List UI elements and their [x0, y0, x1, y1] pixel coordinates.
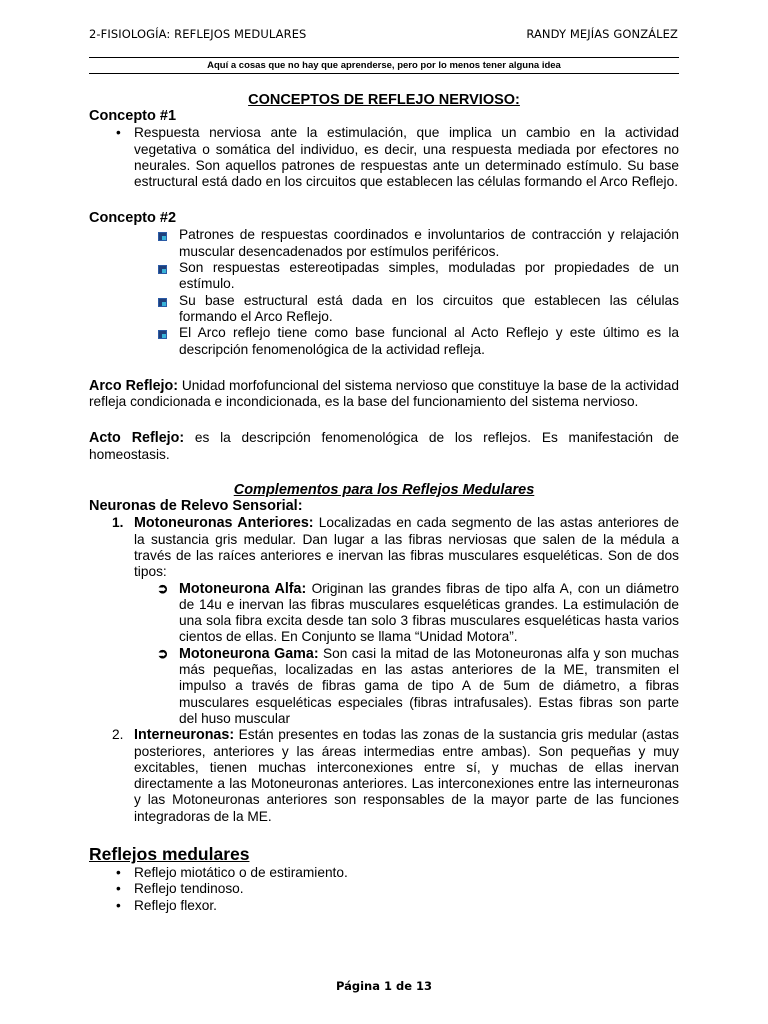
square-bullet-icon: [158, 298, 167, 307]
list-item-text: El Arco reflejo tiene como base funcional al Acto Reflejo y este último es la descripción fenomenológica de la actividad refleja.: [179, 325, 679, 357]
concepto2-heading: Concepto #2: [89, 210, 177, 227]
list-item: [179, 293, 679, 326]
bullet-icon: •: [116, 881, 121, 897]
header-left: 2-FISIOLOGÍA: REFLEJOS MEDULARES: [89, 27, 307, 41]
list-number: 2.: [112, 727, 124, 743]
concepto2-list: [89, 227, 679, 357]
item-text: Originan las grandes fibras de tipo alfa A, con un diámetro de 14u e inervan las fibras musculares esqueléticas grandes. La estimulación de una sola fibra excita desde tan solo 3 fibras musculares esqueléticas hasta varios cientos de ellas. En Conjunto se llama “Unidad Motora”.: [179, 580, 679, 645]
item-term: Motoneurona Alfa:: [179, 580, 307, 597]
list-item: [112, 515, 679, 727]
arco-reflejo-term: Arco Reflejo:: [89, 377, 178, 394]
section-title: CONCEPTOS DE REFLEJO NERVIOSO:: [248, 92, 520, 108]
motoneurona-types-list: [134, 581, 679, 728]
arrow-bullet-icon: ➲: [157, 580, 169, 596]
header-rule-bottom: [89, 73, 679, 74]
square-bullet-icon: [158, 232, 167, 241]
page-header: [89, 27, 678, 43]
list-item: [116, 125, 679, 190]
list-item: [179, 227, 679, 260]
list-item: [116, 881, 679, 897]
reflejos-heading: Reflejos medulares: [89, 843, 250, 864]
acto-reflejo-term: Acto Reflejo:: [89, 430, 185, 447]
bullet-icon: •: [116, 125, 121, 141]
header-right: RANDY MEJÍAS GONZÁLEZ: [526, 27, 678, 41]
list-item-text: Patrones de respuestas coordinados e involuntarios de contracción y relajación muscular desencadenados por estímulos periféricos.: [179, 227, 679, 259]
list-item: [179, 325, 679, 358]
header-rule-top: [89, 57, 679, 58]
acto-reflejo-paragraph: [89, 430, 679, 463]
page-footer: Página 1 de 13: [335, 979, 433, 993]
list-item-text: Respuesta nerviosa ante la estimulación, que implica un cambio en la actividad vegetativa o somática del individuo, es decir, una respuesta mediada por efectores no neurales. Son aquellos patrones de respuestas ante un determinado estímulo. Su base estructural está dado en los circuitos que establecen las células formando el Arco Reflejo.: [134, 125, 679, 190]
square-bullet-icon: [158, 265, 167, 274]
list-item: [116, 864, 679, 881]
list-item-text: Son respuestas estereotipadas simples, moduladas por propiedades de un estímulo.: [179, 260, 679, 292]
arco-reflejo-text: Unidad morfofuncional del sistema nervioso que constituye la base de la actividad refleja condicionada e incondicionada, es la base del funcionamiento del sistema nervioso.: [89, 377, 679, 410]
concepto1-list: [89, 125, 679, 190]
item-text: Son casi la mitad de las Motoneuronas alfa y son muchas más pequeñas, localizadas en las astas anteriores de la ME, transmiten el impulso a través de fibras gama de tipo A de 5um de diámetro, a fibras musculares esqueléticas especiales (fibras intrafusales). Estas fibras son parte del huso muscular: [179, 645, 679, 726]
list-item: [179, 260, 679, 293]
list-item: [157, 645, 679, 727]
item-term: Motoneurona Gama:: [179, 645, 319, 662]
list-item: [157, 580, 679, 646]
square-bullet-icon: [158, 330, 167, 339]
item-term: Motoneuronas Anteriores:: [134, 515, 314, 532]
arco-reflejo-paragraph: [89, 378, 679, 411]
header-tagline: Aquí a cosas que no hay que aprenderse, pero por lo menos tener alguna idea: [207, 60, 561, 71]
bullet-icon: •: [116, 864, 121, 880]
complementos-title: Complementos para los Reflejos Medulares: [233, 482, 535, 499]
neuronas-list: [89, 515, 679, 825]
bullet-icon: •: [116, 897, 121, 913]
document-body: [89, 92, 679, 914]
list-item: [116, 897, 679, 914]
list-item-text: Reflejo miotático o de estiramiento.: [134, 864, 348, 880]
reflejos-list: [89, 865, 679, 914]
item-text: Localizadas en cada segmento de las astas anteriores de la sustancia gris medular. Dan lugar a las fibras nerviosas que salen de la médula a través de las raíces anteriores e inervan las fibras musculares esqueléticas. Son de dos tipos:: [134, 515, 679, 580]
concepto1-heading: Concepto #1: [89, 108, 177, 125]
acto-reflejo-text: es la descripción fenomenológica de los reflejos. Es manifestación de homeostasis.: [89, 430, 679, 462]
neuronas-heading: Neuronas de Relevo Sensorial:: [89, 498, 303, 515]
list-item-text: Reflejo tendinoso.: [134, 881, 244, 897]
list-item-text: Reflejo flexor.: [134, 897, 217, 913]
item-term: Interneuronas:: [134, 727, 235, 744]
list-item-text: Su base estructural está dada en los circuitos que establecen las células formando el Arco Reflejo.: [179, 292, 679, 324]
arrow-bullet-icon: ➲: [157, 645, 169, 661]
list-item: [112, 727, 679, 825]
item-text: Están presentes en todas las zonas de la sustancia gris medular (astas posteriores, anteriores y las áreas intermedias entre ambas). Son pequeñas y muy excitables, tienen muchas interconexiones entre sí, y muchas de ellas inervan directamente a las Motoneuronas anteriores. Las interconexiones entre las interneuronas y las Motoneuronas anteriores son responsables de la mayor parte de las funciones integradoras de la ME.: [134, 727, 679, 824]
list-number: 1.: [112, 515, 124, 531]
